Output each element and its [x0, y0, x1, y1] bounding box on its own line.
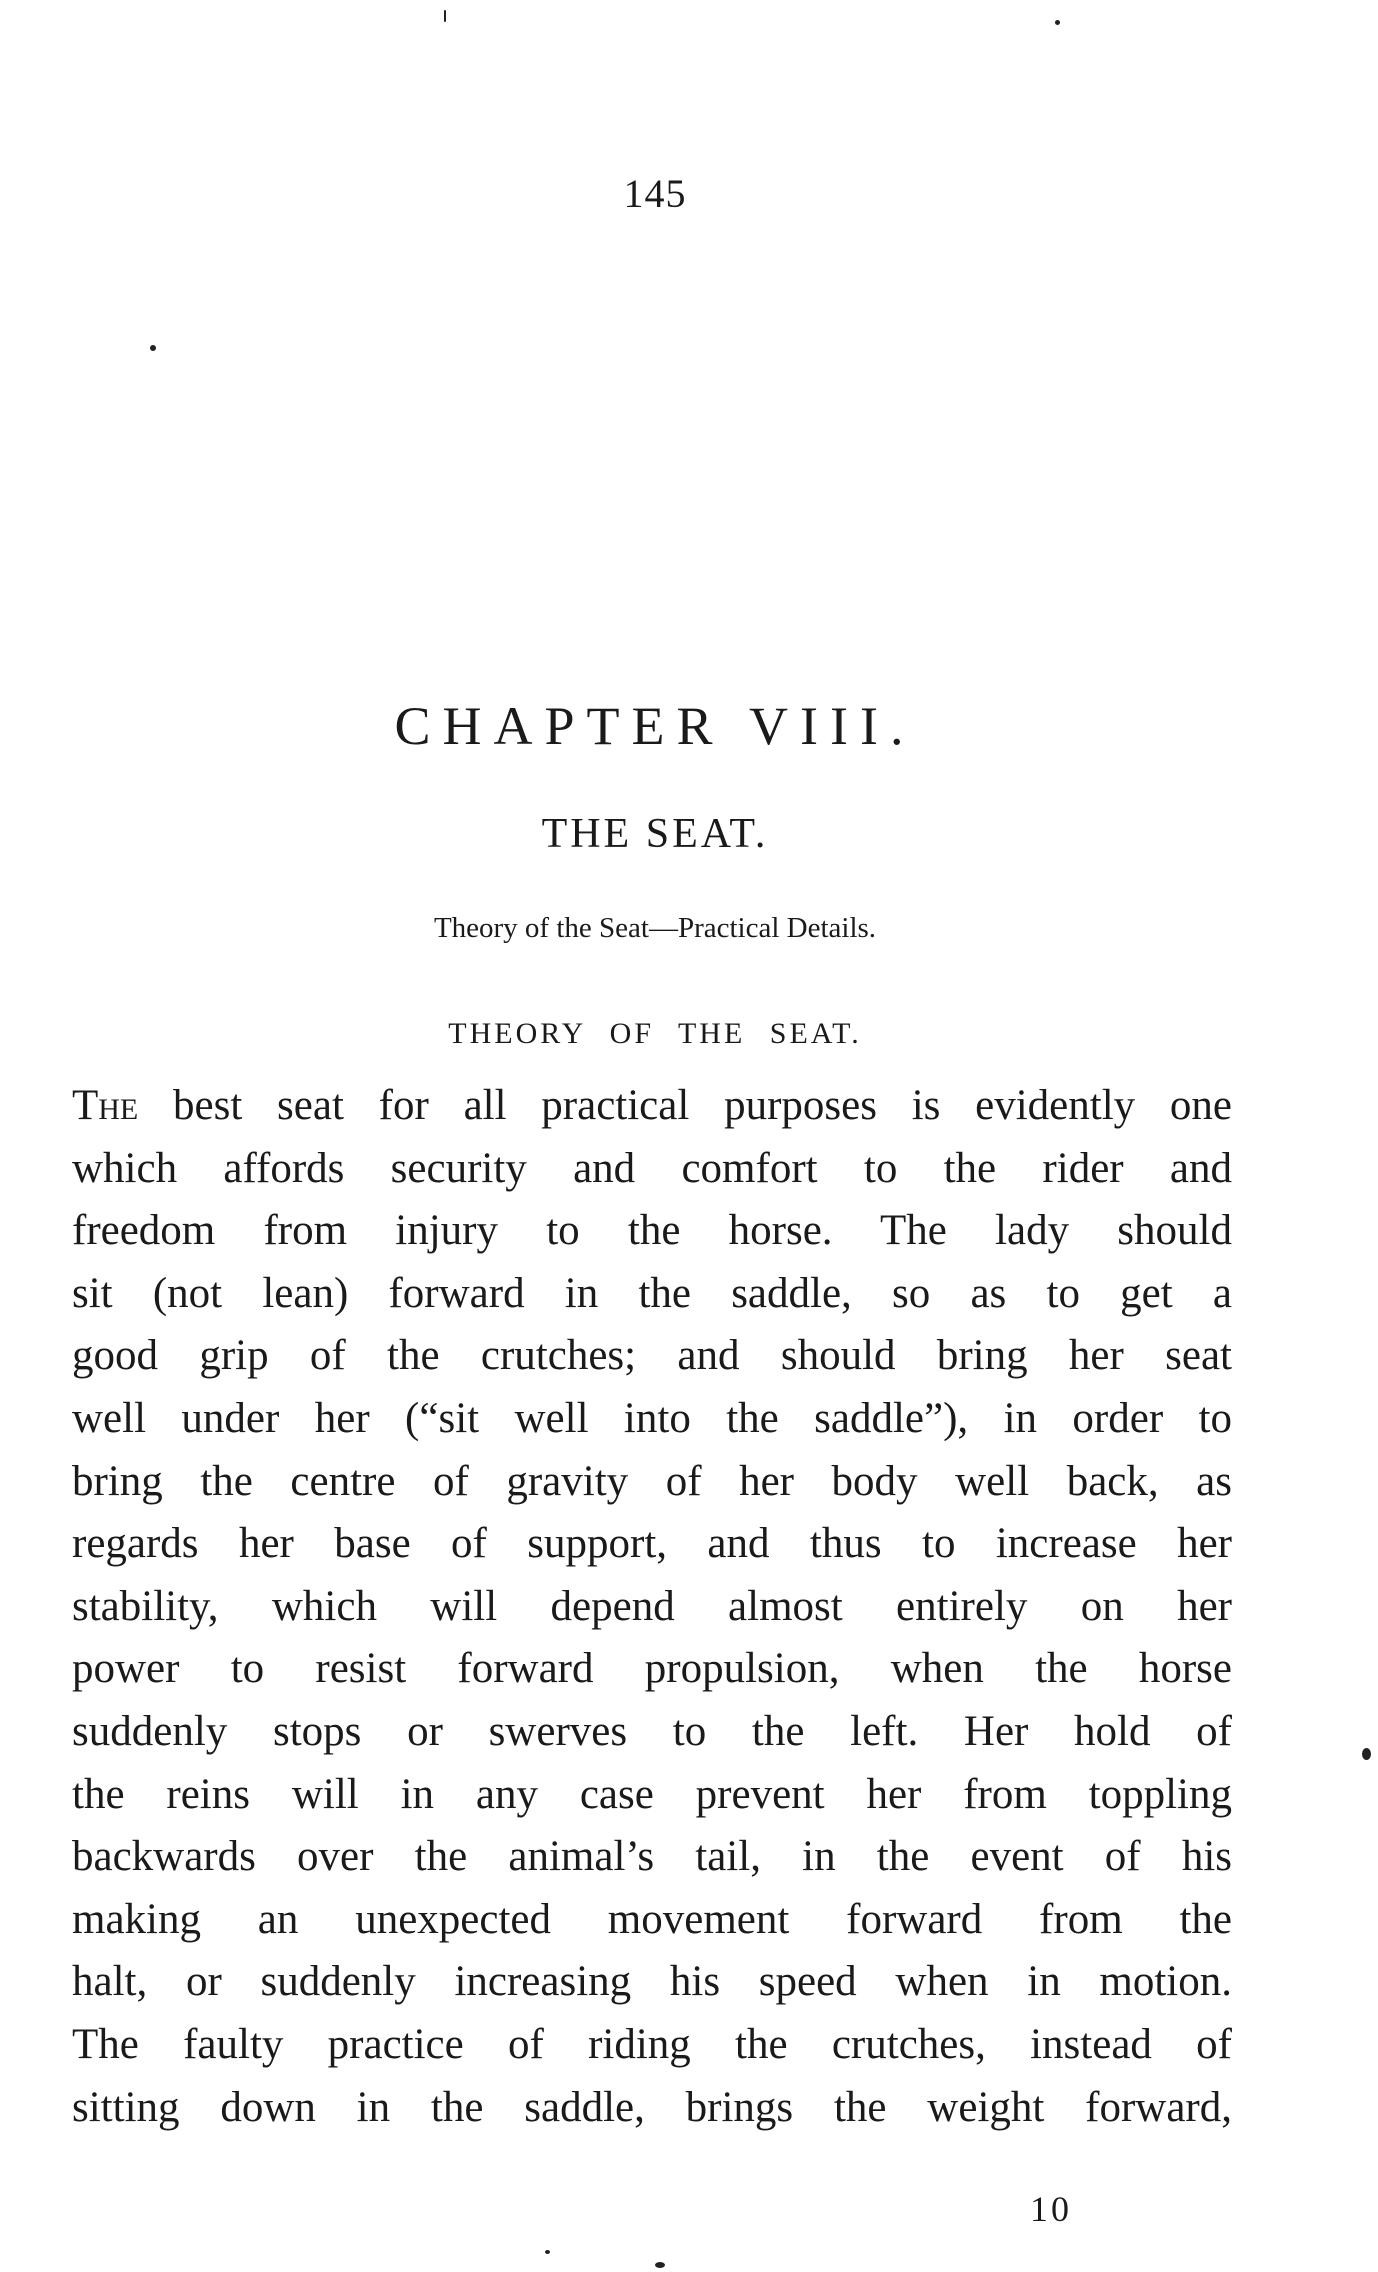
scan-speck [655, 2262, 665, 2268]
body-line: freedom from injury to the horse. The lady should [72, 1207, 1232, 1255]
chapter-title: THE SEAT. [541, 811, 769, 857]
body-line [72, 1075, 1232, 1138]
body-line: good grip of the crutches; and should bring her seat [72, 1332, 1232, 1380]
signature-mark: 10 [1030, 2189, 1072, 2229]
body-line: backwards over the animal’s tail, in the event of his [72, 1833, 1232, 1881]
body-line: The faulty practice of riding the crutches, instead of [72, 2020, 1232, 2068]
body-line: halt, or suddenly increasing his speed when in motion. [72, 1958, 1232, 2006]
body-line: regards her base of support, and thus to increase her [72, 1520, 1232, 1568]
scan-speck [150, 345, 156, 351]
chapter-contents: Theory of the Seat—Practical Details. [433, 912, 877, 944]
body-line: making an unexpected movement forward from the [72, 1895, 1232, 1943]
body-first-word: The [72, 1082, 139, 1129]
chapter-heading: CHAPTER VIII. [394, 696, 916, 756]
body-line: stability, which will depend almost entirely on her [72, 1582, 1232, 1630]
body-line: bring the centre of gravity of her body well back, as [72, 1457, 1232, 1505]
scan-speck [444, 10, 446, 22]
body-line: well under her (“sit well into the saddle”), in order to [72, 1394, 1232, 1442]
body-line: sit (not lean) forward in the saddle, so as to get a [72, 1269, 1232, 1317]
section-heading: THEORY OF THE SEAT. [448, 1017, 862, 1050]
body-line: power to resist forward propulsion, when the horse [72, 1645, 1232, 1693]
body-line: the reins will in any case prevent her from toppling [72, 1770, 1232, 1818]
scan-speck [1362, 1748, 1371, 1760]
body-paragraph [72, 1075, 1232, 2139]
scan-speck [545, 2250, 550, 2254]
scan-speck [1055, 20, 1060, 25]
body-line: sitting down in the saddle, brings the weight forward, [72, 2083, 1232, 2131]
body-line: suddenly stops or swerves to the left. Her hold of [72, 1707, 1232, 1755]
body-line: which affords security and comfort to the rider and [72, 1144, 1232, 1192]
body-line-text: best seat for all practical purposes is evidently one [138, 1082, 1232, 1129]
page-number: 145 [623, 171, 687, 216]
